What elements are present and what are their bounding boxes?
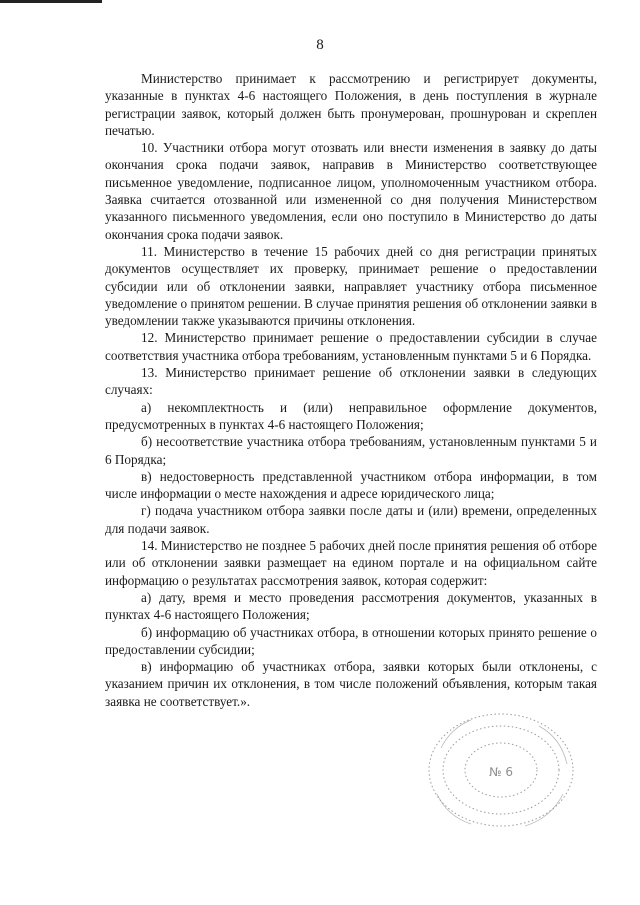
list-item-14b: б) информацию об участниках отбора, в отношении которых принято решение о предоставлении субсидии;	[105, 624, 597, 657]
paragraph-registration: Министерство принимает к рассмотрению и регистрирует документы, указанные в пунктах 4-6 настоящего Положения, в день поступления в журнале регистрации заявок, который должен быть пронумерован, прошнурован и скреплен печатью.	[105, 71, 597, 138]
page-number: 8	[316, 37, 324, 53]
list-item-13c: в) недостоверность представленной участником отбора информации, в том числе информации о месте нахождения и адресе юридического лица;	[105, 468, 597, 502]
list-item-14c: в) информацию об участниках отбора, заявки которых были отклонены, с указанием причин их отклонения, в том числе положений объявления, которым такая заявка не соответствует.».	[105, 659, 597, 709]
list-item-13d: г) подача участником отбора заявки после даты и (или) времени, определенных для подачи заявок.	[105, 503, 597, 536]
list-item-13a: а) некомплектность и (или) неправильное оформление документов, предусмотренных в пунктах 4-6 настоящего Положения;	[105, 399, 597, 432]
document-body	[105, 70, 597, 710]
header-rule	[0, 0, 102, 3]
list-item-14a: а) дату, время и место проведения рассмотрения документов, указанных в пунктах 4-6 настоящего Положения;	[105, 589, 597, 623]
paragraph-12: 12. Министерство принимает решение о предоставлении субсидии в случае соответствия участника отбора требованиям, установленным пунктами 5 и 6 Порядка.	[105, 330, 597, 363]
seal-stamp	[421, 708, 581, 838]
paragraph-13: 13. Министерство принимает решение об отклонении заявки в следующих случаях:	[105, 365, 597, 398]
paragraph-14: 14. Министерство не позднее 5 рабочих дней после принятия решения об отборе или об отклонении заявки размещает на едином портале и на официальном сайте информацию о результатах рассмотрения заявок, которая содержит:	[105, 538, 597, 588]
list-item-13b: б) несоответствие участника отбора требованиям, установленным пунктами 5 и 6 Порядка;	[105, 434, 597, 467]
paragraph-10: 10. Участники отбора могут отозвать или внести изменения в заявку до даты окончания срока подачи заявок, направив в Министерство соответствующее письменное уведомление, подписанное лицом, уполномоченным участником отбора. Заявка считается отозванной или измененной со дня получения Министерством указанного письменного уведомления, если оно поступило в Министерство до даты окончания срока подачи заявок.	[105, 140, 597, 242]
stamp-label: № 6	[489, 765, 513, 779]
paragraph-11: 11. Министерство в течение 15 рабочих дней со дня регистрации принятых документов осуществляет их проверку, принимает решение о предоставлении субсидии или об отклонении заявки, направляет участнику отбора письменное уведомление о принятом решении. В случае принятия решения об отклонении заявки в уведомлении также указываются причины отклонения.	[105, 243, 597, 329]
